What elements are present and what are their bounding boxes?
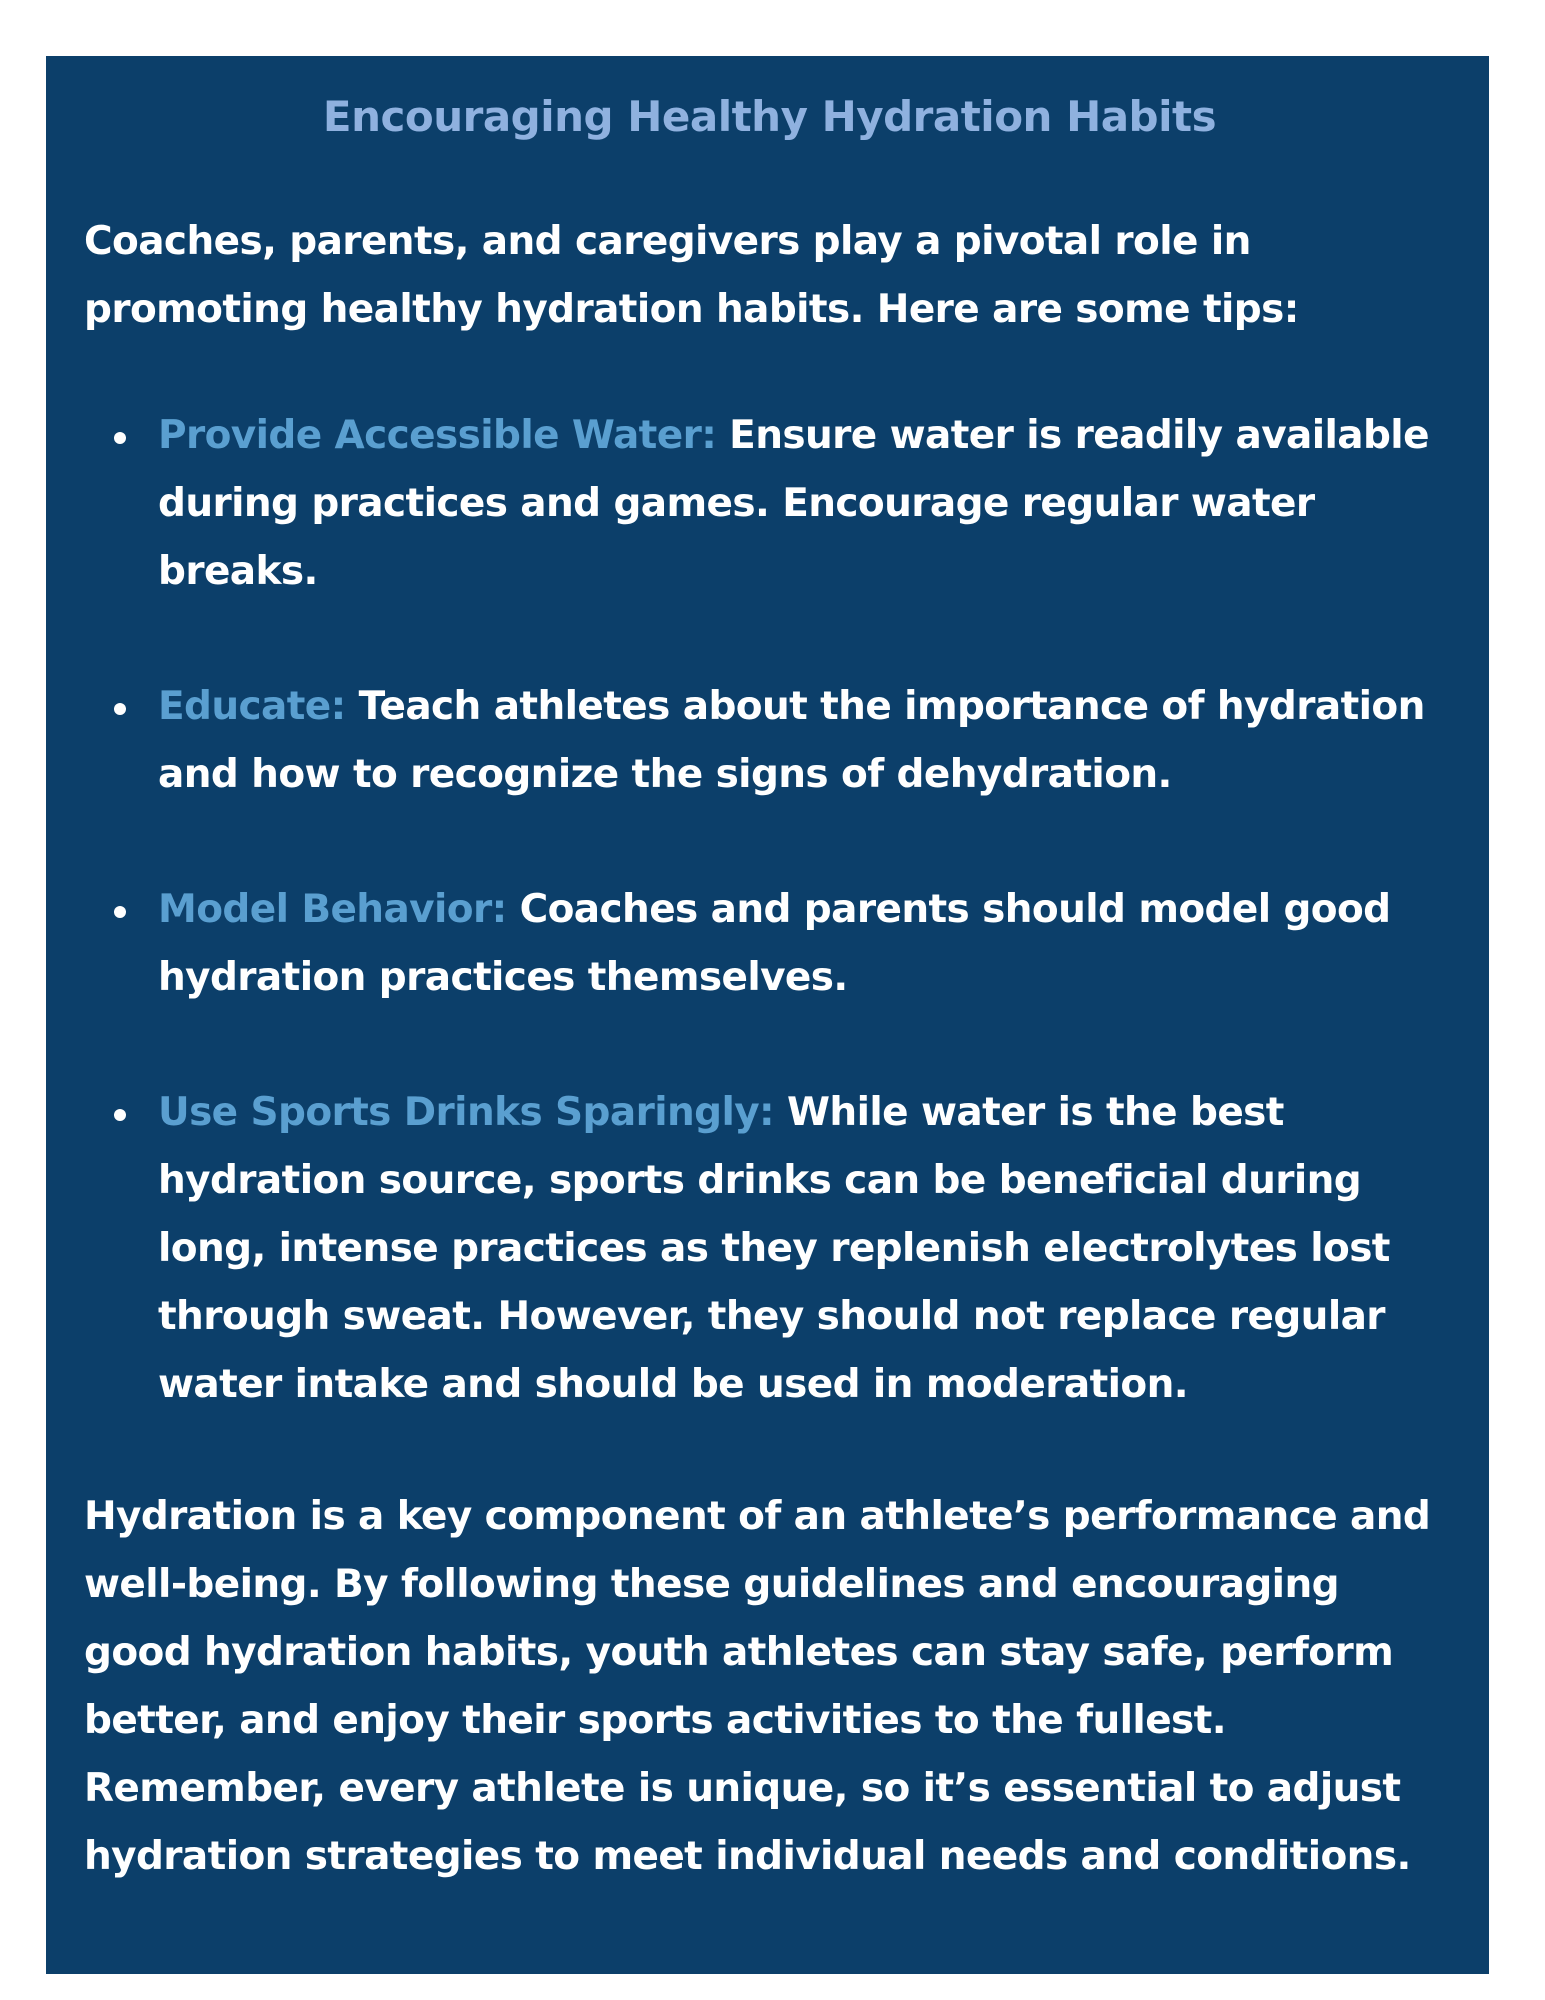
tip-heading: Educate: [158, 684, 359, 729]
list-item [84, 673, 1455, 809]
tip-text: Ensure water is readily available during practices and games. Encourage regular water breaks. [158, 413, 1429, 594]
bullet-icon [114, 906, 126, 918]
list-item [84, 1079, 1455, 1419]
tips-list [84, 402, 1455, 1419]
tip-heading: Model Behavior: [158, 887, 520, 932]
tip-text: Teach athletes about the importance of hydration and how to recognize the signs of dehydration. [158, 684, 1425, 797]
closing-paragraph: Hydration is a key component of an athlete’s performance and well-being. By following these guidelines and encouraging good hydration habits, youth athletes can stay safe, perform better, and enjoy their sports activities to the fullest. Remember, every athlete is unique, so it’s essential to adjust hydration strategies to meet individual needs and conditions. [84, 1494, 1431, 1879]
tip-text: While water is the best hydration source, sports drinks can be beneficial during long, intense practices as they replenish electrolytes lost through sweat. However, they should not replace regular water intake and should be used in moderation. [158, 1090, 1390, 1407]
list-item [84, 402, 1455, 606]
bullet-icon [114, 1109, 126, 1121]
tip-heading: Use Sports Drinks Sparingly: [158, 1090, 788, 1135]
bullet-icon [114, 432, 126, 444]
tip-heading: Provide Accessible Water: [158, 413, 730, 458]
hydration-panel [46, 56, 1489, 1974]
bullet-icon [114, 703, 126, 715]
page-title: Encouraging Healthy Hydration Habits [322, 92, 1217, 141]
intro-paragraph: Coaches, parents, and caregivers play a pivotal role in promoting healthy hydration habits. Here are some tips: [84, 219, 1299, 332]
list-item [84, 876, 1455, 1012]
tip-text: Coaches and parents should model good hydration practices themselves. [158, 887, 1391, 1000]
